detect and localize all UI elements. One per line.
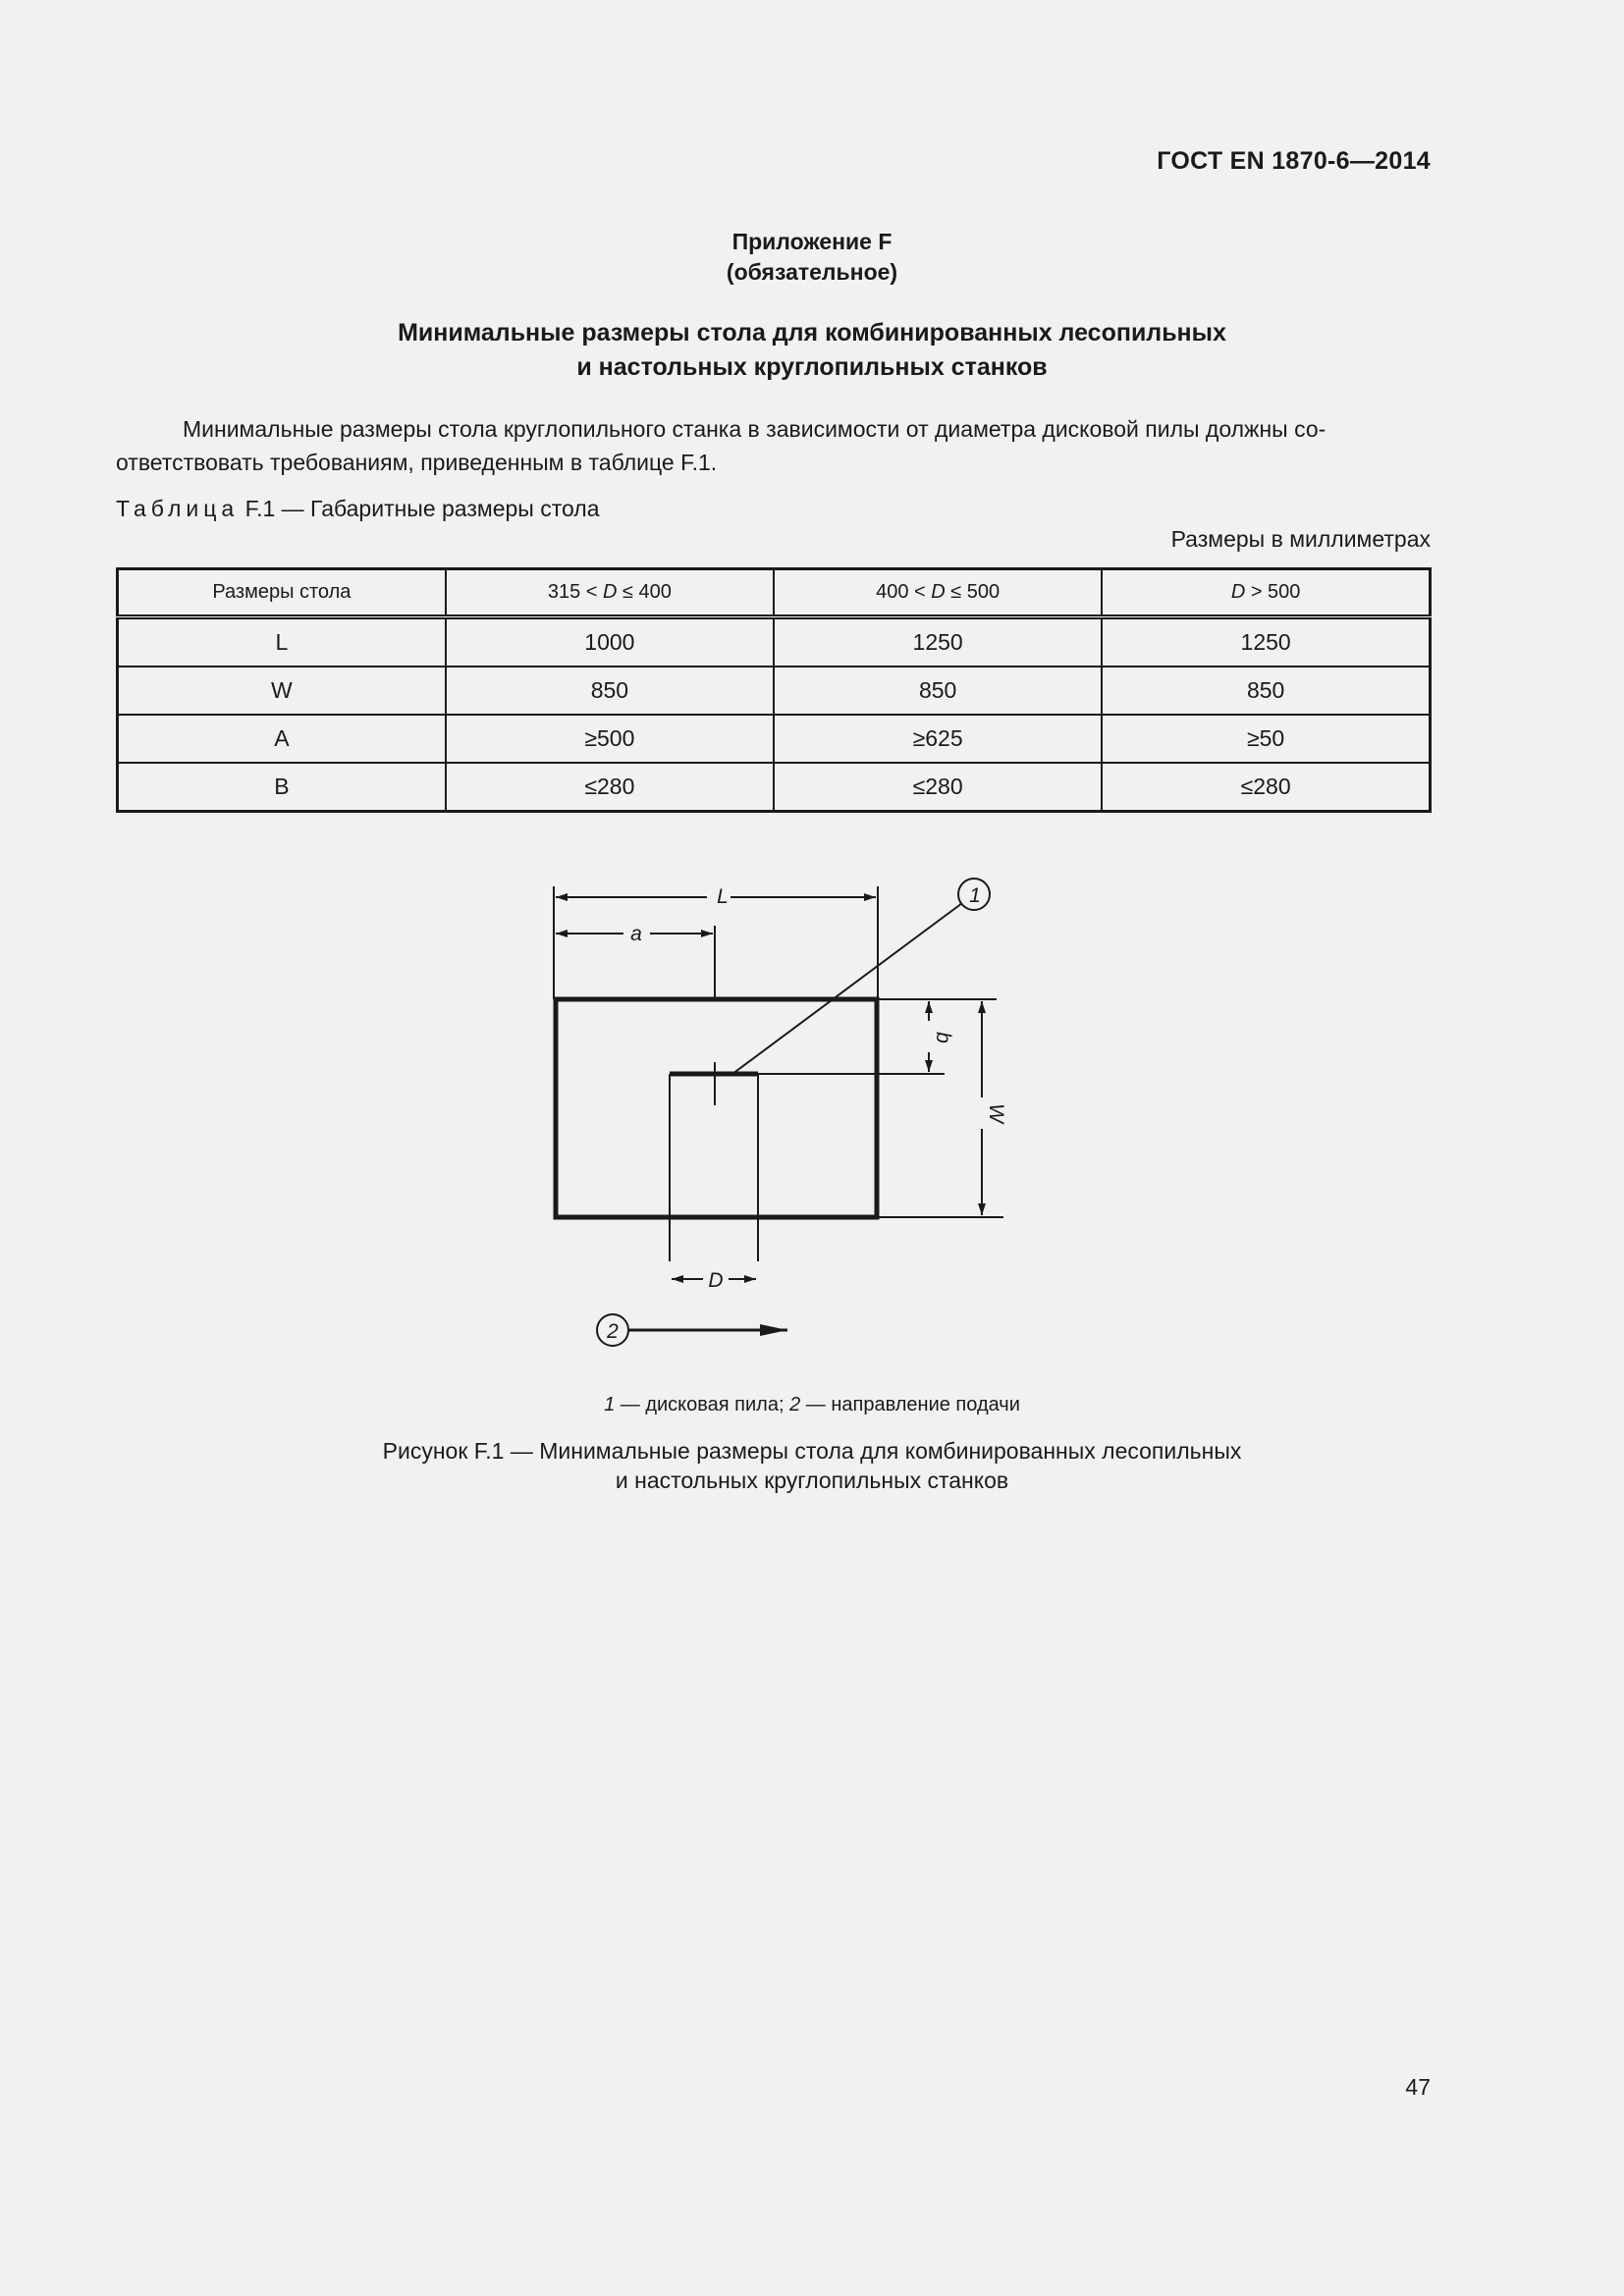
annex-title <box>0 316 1624 385</box>
header-table-dimensions: Размеры стола <box>118 569 446 617</box>
row-label: B <box>118 763 446 812</box>
intro-line-2: ответствовать требованиям, приведенным в таблице F.1. <box>116 450 718 475</box>
callout-2-number: 2 <box>607 1320 619 1343</box>
table-caption-text: F.1 — Габаритные размеры стола <box>239 496 600 521</box>
table-caption <box>116 496 599 522</box>
table-cell: ≥625 <box>774 715 1102 763</box>
table-row <box>118 715 1431 763</box>
table-cell: ≤280 <box>774 763 1102 812</box>
annex-status: (обязательное) <box>726 259 898 285</box>
label-D: D <box>708 1269 724 1292</box>
label-L: L <box>717 885 729 908</box>
table-cell: 850 <box>1102 667 1430 715</box>
callout-1-number: 1 <box>969 884 981 907</box>
figure-caption <box>0 1436 1624 1495</box>
dimensions-table <box>116 567 1432 813</box>
table-row <box>118 763 1431 812</box>
table-cell: ≥50 <box>1102 715 1430 763</box>
annex-title-line-1: Минимальные размеры стола для комбинированных лесопильных <box>398 319 1226 347</box>
annex-title-line-2: и настольных круглопильных станков <box>576 353 1048 381</box>
header-d-range-1: 315 < D ≤ 400 <box>446 569 774 617</box>
intro-line-1: Минимальные размеры стола круглопильного станка в зависимости от диаметра дисковой пилы должны со- <box>183 416 1326 442</box>
callout-1-leader <box>732 903 962 1074</box>
table-cell: 850 <box>446 667 774 715</box>
label-b: b <box>932 1032 954 1043</box>
table-units: Размеры в миллиметрах <box>1170 526 1431 552</box>
table-cell: ≤280 <box>446 763 774 812</box>
table-cell: ≤280 <box>1102 763 1430 812</box>
figure-caption-line-1: Рисунок F.1 — Минимальные размеры стола для комбинированных лесопильных <box>382 1438 1242 1464</box>
table-cell: 1250 <box>1102 617 1430 667</box>
label-W: W <box>985 1103 1007 1123</box>
table-header-row <box>118 569 1431 617</box>
header-d-range-2: 400 < D ≤ 500 <box>774 569 1102 617</box>
table-outline <box>556 999 877 1217</box>
table-row <box>118 617 1431 667</box>
table-cell: 1250 <box>774 617 1102 667</box>
row-label: W <box>118 667 446 715</box>
row-label: A <box>118 715 446 763</box>
document-code: ГОСТ EN 1870-6—2014 <box>1157 147 1431 175</box>
annex-label: Приложение F <box>731 229 893 254</box>
annex-heading <box>0 227 1624 288</box>
table-caption-word: Таблица <box>116 496 240 521</box>
table-cell: 850 <box>774 667 1102 715</box>
table-cell: ≥500 <box>446 715 774 763</box>
figure-caption-line-2: и настольных круглопильных станков <box>615 1468 1009 1493</box>
page-number: 47 <box>1405 2074 1431 2100</box>
row-label: L <box>118 617 446 667</box>
header-d-range-3: D > 500 <box>1102 569 1430 617</box>
intro-paragraph <box>116 412 1431 479</box>
label-a: a <box>630 923 642 945</box>
figure-legend: 1 — дисковая пила; 2 — направление подачи <box>604 1394 1020 1415</box>
table-row <box>118 667 1431 715</box>
table-cell: 1000 <box>446 617 774 667</box>
